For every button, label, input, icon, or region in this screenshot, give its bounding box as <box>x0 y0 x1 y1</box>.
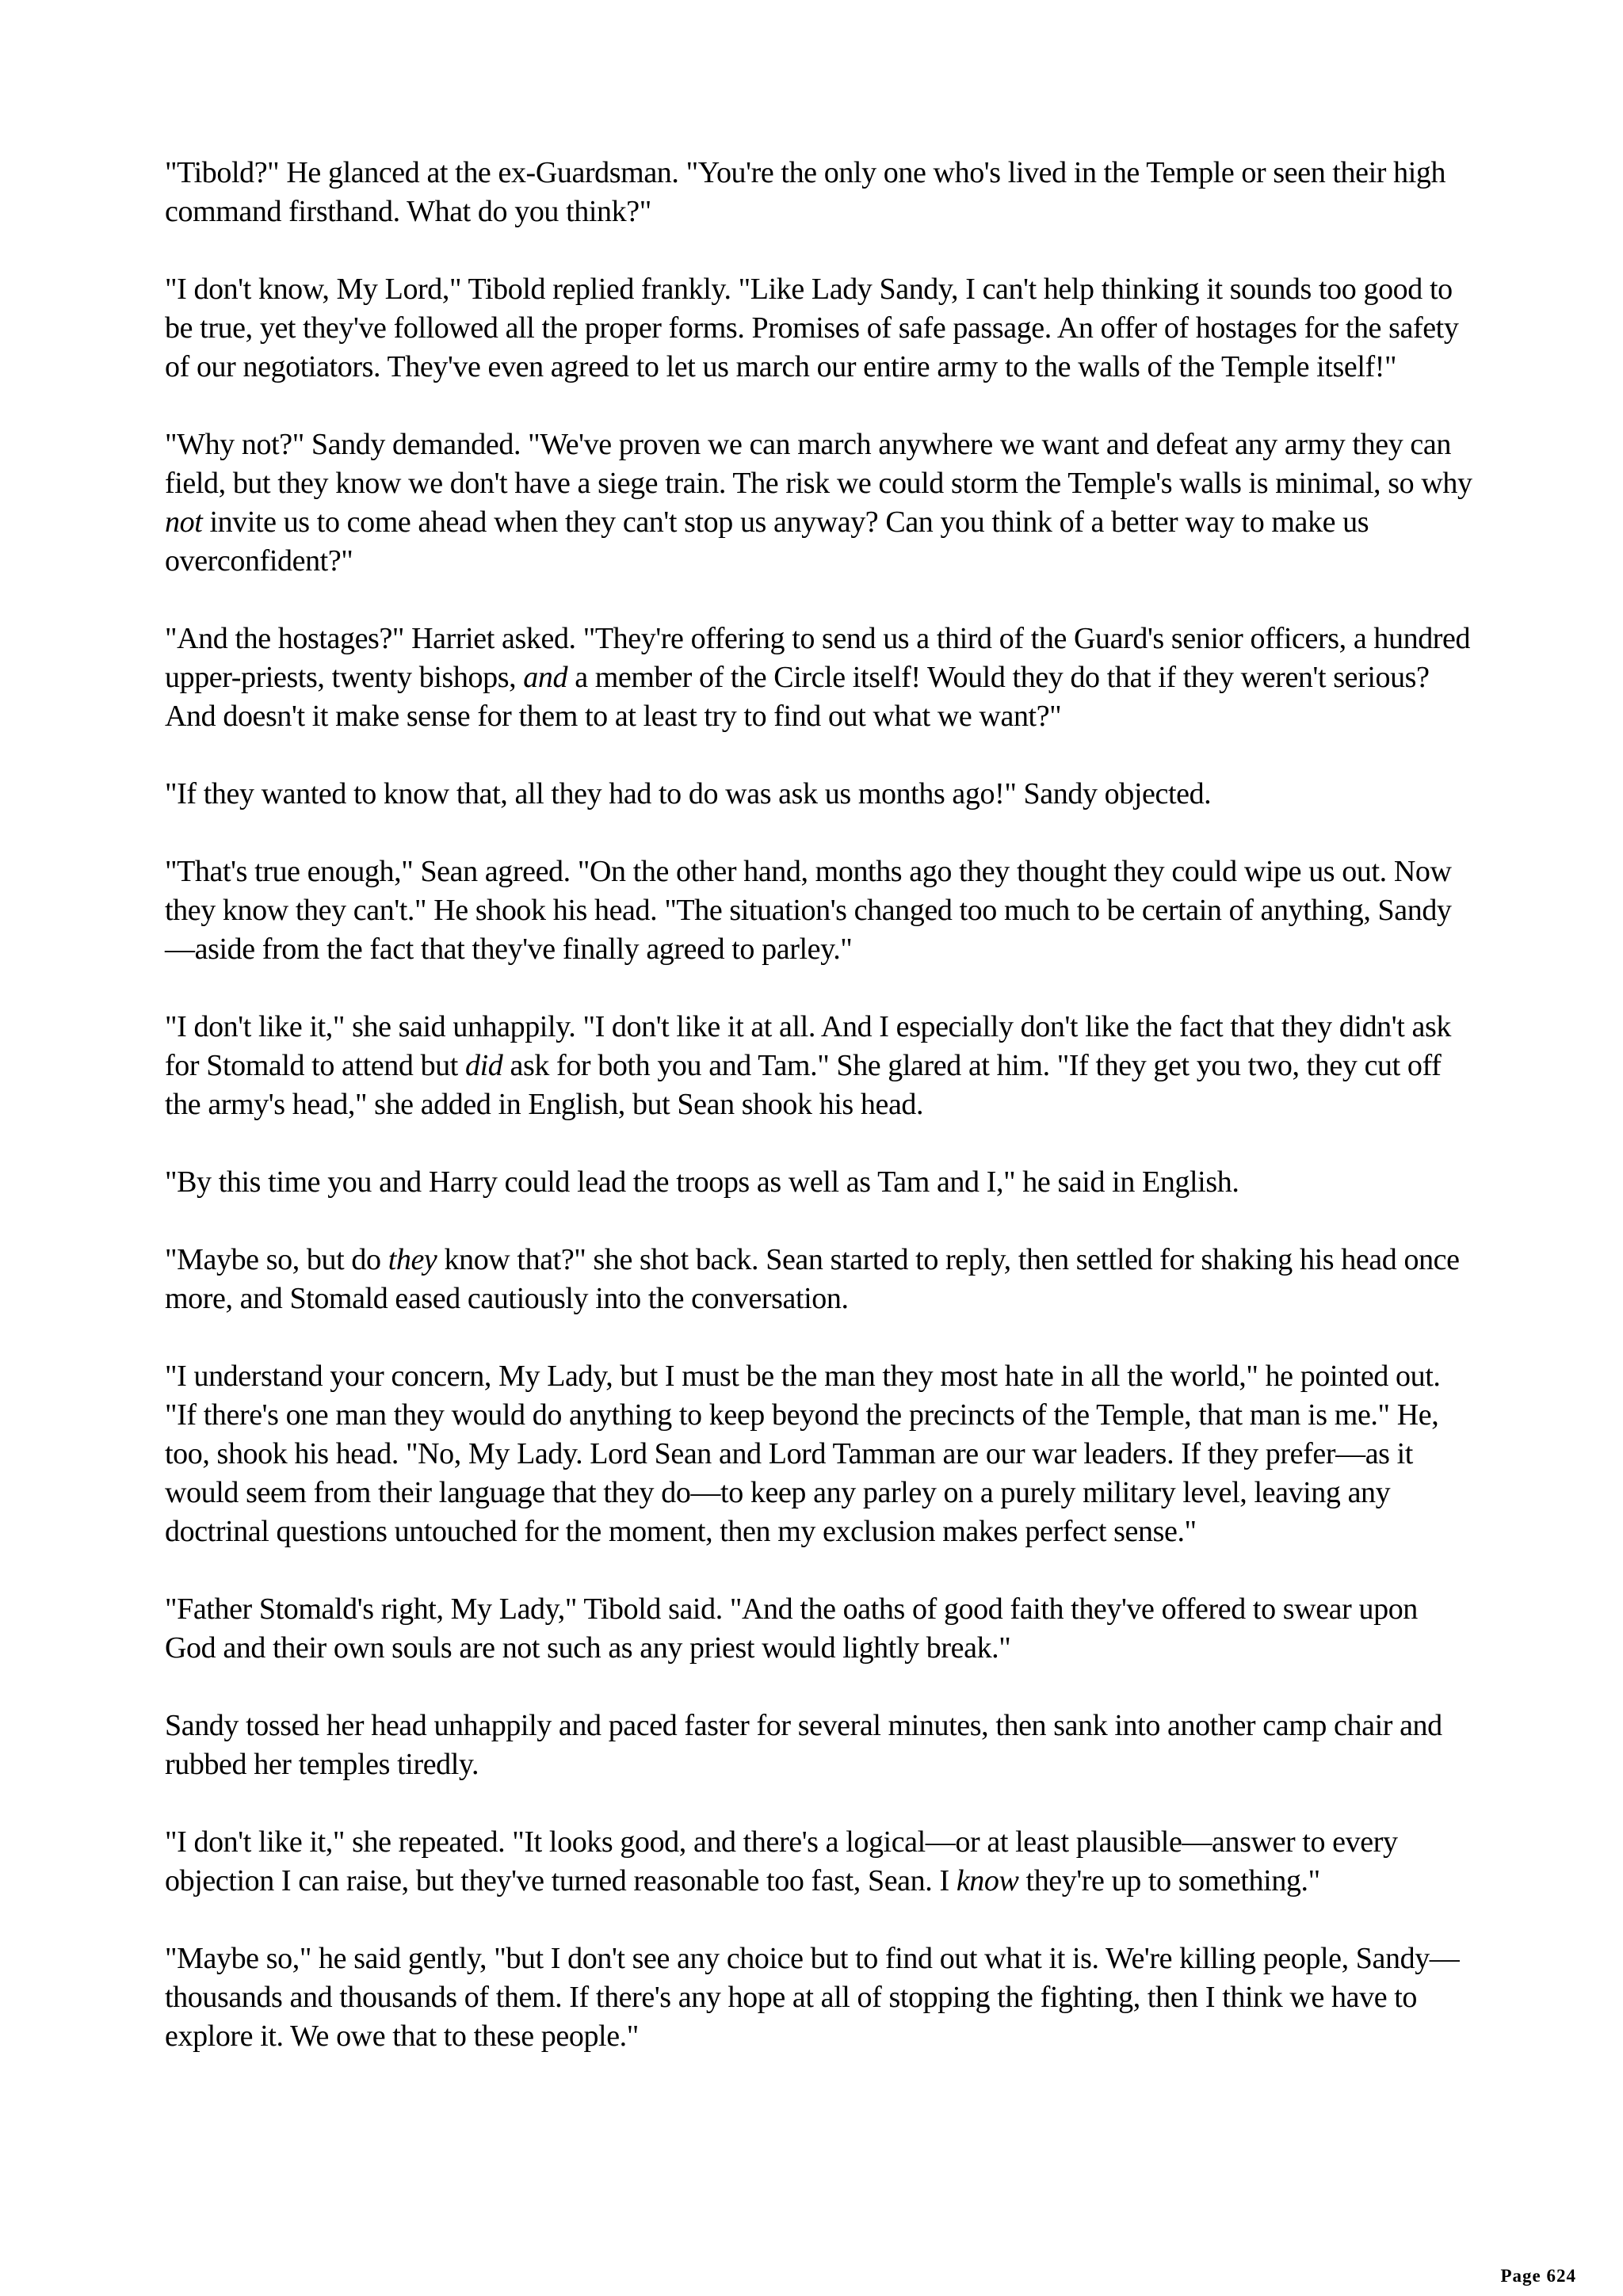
paragraph <box>165 1939 1472 2056</box>
paragraph <box>165 620 1472 736</box>
text-run: invite us to come ahead when they can't stop us anyway? Can you think of a better way to make us overconfident?" <box>165 505 1369 578</box>
text-run: "Father Stomald's right, My Lady," Tibold said. "And the oaths of good faith they've offered to swear upon God and their own souls are not such as any priest would lightly break." <box>165 1592 1418 1665</box>
italic-text: they <box>388 1243 437 1276</box>
text-run: they're up to something." <box>1018 1864 1320 1897</box>
italic-text: and <box>523 661 568 694</box>
paragraph <box>165 154 1472 231</box>
text-run: "If they wanted to know that, all they had to do was ask us months ago!" Sandy objected. <box>165 777 1212 810</box>
text-run: "Maybe so, but do <box>165 1243 388 1276</box>
paragraph <box>165 1823 1472 1901</box>
body-text <box>165 154 1472 2095</box>
paragraph <box>165 1590 1472 1668</box>
paragraph <box>165 1357 1472 1551</box>
text-run: ask for both you and Tam." She glared at him. "If they get you two, they cut off the army's head," she added in English, but Sean shook his head. <box>165 1049 1442 1121</box>
text-run: "I understand your concern, My Lady, but I must be the man they most hate in all the world," he pointed out. "If there's one man they would do anything to keep beyond the precincts of the Temple, that man is me." He, too, shook his head. "No, My Lady. Lord Sean and Lord Tamman are our war leaders. If they prefer—as it would seem from their language that they do—to keep any parley on a purely military level, leaving any doctrinal questions untouched for the moment, then my exclusion makes perfect sense." <box>165 1360 1441 1548</box>
text-run: "And the hostages?" Harriet asked. "They're offering to send us a third of the Guard's senior officers, a hundred upper-priests, twenty bishops, <box>165 622 1471 694</box>
text-run: know that?" she shot back. Sean started to reply, then settled for shaking his head once more, and Stomald eased cautiously into the conversation. <box>165 1243 1460 1315</box>
paragraph <box>165 775 1472 814</box>
italic-text: not <box>165 505 203 539</box>
text-run: "I don't like it," she repeated. "It looks good, and there's a logical—or at least plausible—answer to every objection I can raise, but they've turned reasonable too fast, Sean. I <box>165 1825 1398 1897</box>
text-run: "Maybe so," he said gently, "but I don't see any choice but to find out what it is. We're killing people, Sandy—thousands and thousands of them. If there's any hope at all of stopping the fighting, then I think we have to explore it. We owe that to these people." <box>165 1942 1460 2053</box>
text-run: a member of the Circle itself! Would they do that if they weren't serious? And doesn't it make sense for them to at least try to find out what we want?" <box>165 661 1430 733</box>
text-run: "By this time you and Harry could lead the troops as well as Tam and I," he said in English. <box>165 1165 1239 1199</box>
italic-text: know <box>956 1864 1019 1897</box>
italic-text: did <box>465 1049 503 1082</box>
paragraph <box>165 1707 1472 1784</box>
text-run: "I don't like it," she said unhappily. "I don't like it at all. And I especially don't like the fact that they didn't ask for Stomald to attend but <box>165 1010 1451 1082</box>
paragraph <box>165 1241 1472 1318</box>
paragraph <box>165 425 1472 581</box>
paragraph <box>165 1163 1472 1202</box>
text-run: "I don't know, My Lord," Tibold replied frankly. "Like Lady Sandy, I can't help thinking it sounds too good to be true, yet they've followed all the proper forms. Promises of safe passage. An offer of hostages for the safety of our negotiators. They've even agreed to let us march our entire army to the walls of the Temple itself!" <box>165 273 1459 383</box>
paragraph <box>165 852 1472 969</box>
text-run: "That's true enough," Sean agreed. "On the other hand, months ago they thought they could wipe us out. Now they know they can't." He shook his head. "The situation's changed too much to be certain of anything, Sandy—aside from the fact that they've finally agreed to parley." <box>165 855 1452 966</box>
paragraph <box>165 270 1472 387</box>
text-run: "Tibold?" He glanced at the ex-Guardsman. "You're the only one who's lived in the Temple or seen their high command firsthand. What do you think?" <box>165 156 1446 228</box>
page-number: Page 624 <box>1500 2266 1576 2286</box>
text-run: "Why not?" Sandy demanded. "We've proven we can march anywhere we want and defeat any army they can field, but they know we don't have a siege train. The risk we could storm the Temple's walls is minimal, so why <box>165 428 1472 500</box>
paragraph <box>165 1008 1472 1124</box>
text-run: Sandy tossed her head unhappily and paced faster for several minutes, then sank into another camp chair and rubbed her temples tiredly. <box>165 1709 1442 1781</box>
